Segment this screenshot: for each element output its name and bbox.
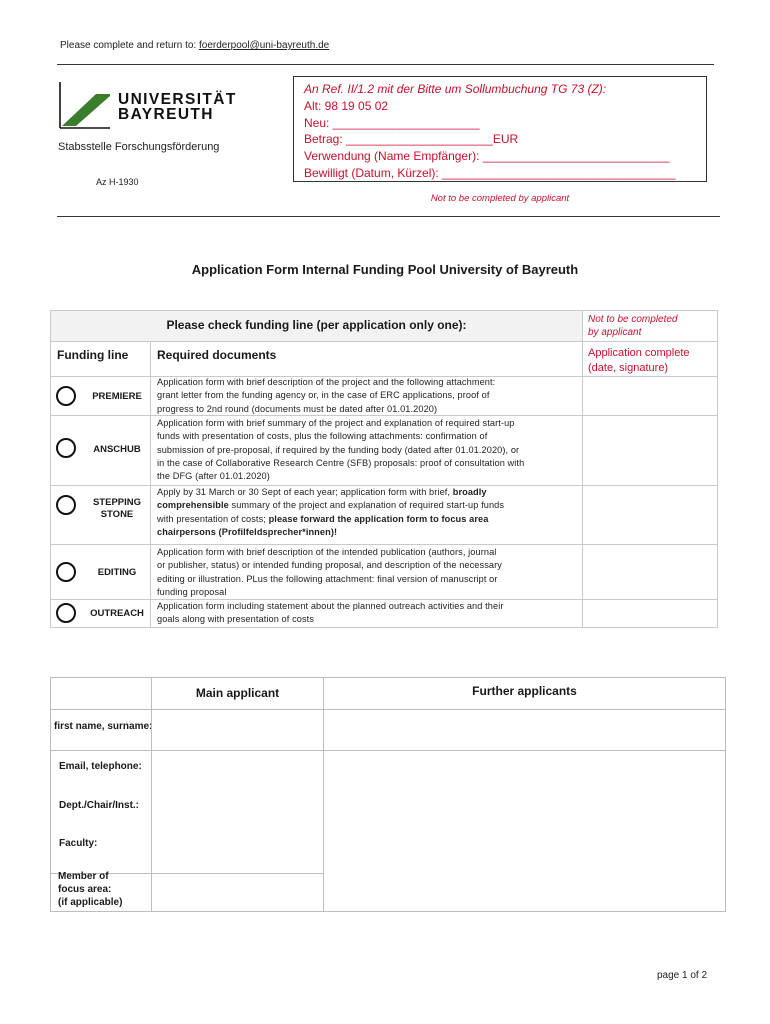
docs-bold-text: chairpersons (Profilfeldsprecher*innen)! [157, 526, 338, 537]
admin-line-2: Alt: 98 19 05 02 [304, 98, 389, 113]
anschub-docs-line: funds with presentation of costs, plus the following attachments: confirmation of [157, 431, 488, 442]
outreach-complete-cell[interactable] [582, 599, 718, 628]
not-completed-line-1: Not to be completed [588, 314, 678, 325]
premiere-docs-line: grant letter from the funding agency or, in the case of ERC applications, proof of [157, 390, 490, 401]
logo-wordmark [118, 92, 237, 122]
admin-line-4: Betrag: ______________________EUR [304, 132, 519, 147]
focus-area-label [58, 870, 122, 909]
email-label: Email, telephone: [59, 761, 142, 772]
stepping-stone-docs-line [157, 499, 504, 512]
form-title: Application Form Internal Funding Pool University of Bayreuth [191, 262, 579, 277]
admin-line-1: An Ref. II/1.2 mit der Bitte um Sollumbuchung TG 73 (Z): [304, 82, 607, 96]
focus-area-label-line-2: focus area: [58, 884, 112, 895]
check-heading: Please check funding line (per application only one): [166, 318, 467, 332]
anschub-label: ANSCHUB [93, 444, 141, 455]
editing-label: EDITING [97, 567, 137, 578]
editing-radio[interactable] [56, 562, 76, 582]
main-applicant-heading: Main applicant [195, 686, 280, 700]
anschub-docs-line: the DFG (after 01.01.2020) [157, 471, 270, 482]
stepping-stone-docs-line [157, 526, 504, 539]
focus-area-label-line-1: Member of [58, 871, 109, 882]
premiere-complete-cell[interactable] [582, 376, 718, 416]
premiere-docs-line: Application form with brief description of the project and the following attachment: [157, 377, 496, 387]
complete-heading-line-1: Application complete [588, 347, 690, 359]
department-name: Stabsstelle Forschungsförderung [58, 141, 220, 153]
main-focus-area-field[interactable] [151, 873, 324, 912]
logo-line-1: UNIVERSITÄT [118, 91, 237, 108]
stepping-stone-label [84, 497, 150, 521]
anschub-docs [157, 417, 524, 483]
editing-docs-line: funding proposal [157, 586, 227, 597]
admin-line-5: Verwendung (Name Empfänger): ____________________________ [304, 149, 670, 164]
anschub-complete-cell[interactable] [582, 415, 718, 486]
stepping-stone-complete-cell[interactable] [582, 485, 718, 545]
not-completed-note [588, 313, 678, 339]
docs-bold-text: comprehensible [157, 500, 229, 511]
not-completed-line-2: by applicant [588, 327, 642, 338]
return-email-link[interactable]: foerderpool@uni-bayreuth.de [198, 40, 330, 51]
premiere-docs-line: progress to 2nd round (documents must be dated after 01.01.2020) [157, 403, 438, 414]
further-name-field[interactable] [323, 709, 726, 751]
stepping-stone-label-line-1: STEPPING [92, 497, 142, 508]
stepping-stone-docs [157, 486, 504, 539]
admin-line-3: Neu: ______________________ [304, 115, 480, 130]
premiere-label: PREMIERE [92, 391, 142, 402]
outreach-docs-line: Application form including statement about the planned outreach activities and their [157, 601, 504, 611]
applicant-table [50, 677, 726, 912]
header-bottom-rule [57, 216, 720, 217]
editing-docs-line: editing or illustration. PLus the following attachment: final version of manuscript or [157, 573, 498, 584]
complete-heading [588, 346, 690, 376]
editing-complete-cell[interactable] [582, 544, 718, 600]
name-label: first name, surname: [54, 721, 153, 732]
docs-bold-text: broadly [452, 487, 487, 497]
complete-heading-line-2: (date, signature) [588, 362, 669, 374]
stepping-stone-docs-line [157, 513, 504, 526]
logo-line-2: BAYREUTH [118, 106, 214, 123]
outreach-docs-line: goals along with presentation of costs [157, 614, 315, 625]
admin-booking-box [293, 76, 707, 182]
stepping-stone-docs-line [157, 486, 504, 499]
applicant-corner-cell [50, 677, 152, 710]
anschub-docs-line: in the case of Collaborative Research Centre (SFB) proposals: proof of consultation with [157, 457, 525, 468]
premiere-docs [157, 376, 495, 416]
docs-bold-text: please forward the application form to focus area [268, 513, 489, 524]
outreach-docs [157, 600, 504, 627]
outreach-radio[interactable] [56, 603, 76, 623]
editing-docs-line: or publisher, status) or intended funding proposal, and description of the necessary [157, 560, 502, 571]
page-number: page 1 of 2 [657, 970, 708, 981]
main-contact-field[interactable] [151, 750, 324, 874]
premiere-radio[interactable] [56, 386, 76, 406]
outreach-label: OUTREACH [90, 608, 144, 619]
docs-text: Apply by 31 March or 30 Sept of each year; application form with brief, [157, 487, 451, 497]
return-prefix: Please complete and return to: [60, 40, 197, 51]
focus-area-label-line-3: (if applicable) [58, 897, 123, 908]
faculty-label: Faculty: [59, 838, 98, 849]
admin-note: Not to be completed by applicant [430, 193, 570, 204]
editing-docs-line: Application form with brief description of the intended publication (authors, journal [157, 547, 497, 557]
required-docs-heading: Required documents [157, 348, 277, 362]
editing-docs [157, 546, 502, 599]
funding-line-heading: Funding line [57, 348, 129, 362]
reference-number: Az H-1930 [96, 177, 139, 187]
anschub-docs-line: submission of pre-proposal, if required by the funding body (dated after 01.01.2020), or [157, 444, 520, 455]
admin-line-6: Bewilligt (Datum, Kürzel): ___________________________________ [304, 165, 676, 180]
return-instruction [60, 40, 329, 51]
dept-label: Dept./Chair/Inst.: [59, 800, 140, 811]
further-contact-field[interactable] [323, 750, 726, 912]
top-rule [57, 64, 714, 65]
docs-text: summary of the project and explanation of required start-up funds [231, 500, 505, 511]
further-applicants-heading: Further applicants [472, 684, 577, 698]
anschub-radio[interactable] [56, 438, 76, 458]
docs-text: with presentation of costs; [157, 513, 266, 524]
stepping-stone-radio[interactable] [56, 495, 76, 515]
stepping-stone-label-line-2: STONE [100, 509, 134, 520]
main-name-field[interactable] [151, 709, 324, 751]
funding-line-table [50, 310, 718, 628]
anschub-docs-line: Application form with brief summary of the project and explanation of required start-up [157, 418, 515, 428]
